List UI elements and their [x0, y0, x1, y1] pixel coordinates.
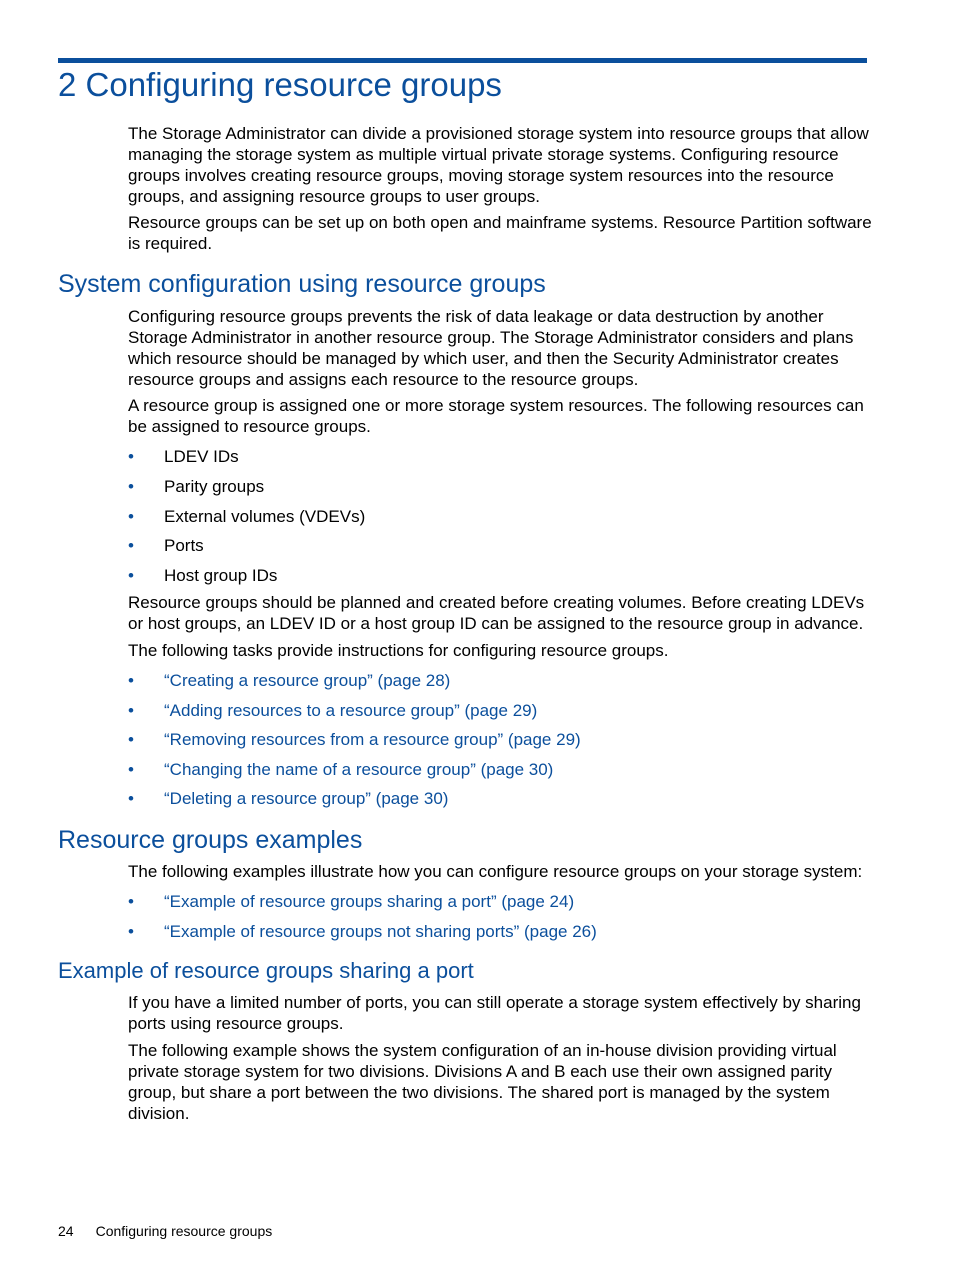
- intro-paragraph-1: The Storage Administrator can divide a provisioned storage system into resource groups that allow managing the storage system as multiple virtual private storage systems. Configuring resource groups involves creating resource groups, moving storage system resources into the resource groups, and assigning resource groups to user groups.: [128, 124, 869, 206]
- link-example-sharing-port[interactable]: “Example of resource groups sharing a port” (page 24): [164, 892, 575, 911]
- link-deleting-resource-group[interactable]: “Deleting a resource group” (page 30): [164, 789, 449, 808]
- list-item: [128, 670, 581, 700]
- section3-paragraph-1: If you have a limited number of ports, you can still operate a storage system effectively by sharing ports using resource groups.: [128, 993, 861, 1033]
- bullet-icon: •: [128, 789, 134, 808]
- list-item: [128, 788, 581, 814]
- bullet-icon: •: [128, 701, 134, 720]
- bullet-icon: •: [128, 447, 134, 466]
- footer-chapter-title: Configuring resource groups: [95, 1223, 273, 1239]
- bullet-icon: •: [128, 507, 134, 526]
- section3-paragraph-2: The following example shows the system configuration of an in-house division providing virtual private storage system for two divisions. Divisions A and B each use their own assigned parity group, but share a port between the two divisions. The shared port is managed by the system division.: [128, 1041, 837, 1123]
- bullet-icon: •: [128, 477, 134, 496]
- task-link-list: [128, 670, 581, 814]
- link-example-not-sharing-ports[interactable]: “Example of resource groups not sharing ports” (page 26): [164, 922, 597, 941]
- list-item: [128, 700, 581, 729]
- bullet-icon: •: [128, 671, 134, 690]
- section1-paragraph-2: A resource group is assigned one or more storage system resources. The following resources can be assigned to resource groups.: [128, 396, 864, 436]
- list-item: • External volumes (VDEVs): [128, 507, 366, 526]
- bullet-icon: •: [128, 760, 134, 779]
- section2-paragraph-1: The following examples illustrate how you can configure resource groups on your storage system:: [128, 862, 863, 881]
- link-adding-resources[interactable]: “Adding resources to a resource group” (page 29): [164, 701, 538, 720]
- section-heading-resource-groups-examples: Resource groups examples: [58, 826, 363, 854]
- subsection-heading-sharing-port: Example of resource groups sharing a port: [58, 958, 474, 983]
- section1-paragraph-3: Resource groups should be planned and created before creating volumes. Before creating LDEVs or host groups, an LDEV ID or a host group ID can be assigned to the resource group in advance.: [128, 593, 865, 633]
- bullet-icon: •: [128, 892, 134, 911]
- link-creating-resource-group[interactable]: “Creating a resource group” (page 28): [164, 671, 451, 690]
- section1-paragraph-4: The following tasks provide instructions for configuring resource groups.: [128, 641, 669, 660]
- bullet-icon: •: [128, 922, 134, 941]
- link-changing-name[interactable]: “Changing the name of a resource group” (page 30): [164, 760, 554, 779]
- bullet-icon: •: [128, 566, 134, 585]
- list-item: [128, 729, 581, 759]
- list-item: • Parity groups: [128, 477, 265, 496]
- list-item: • LDEV IDs: [128, 447, 239, 466]
- resource-list: [128, 446, 365, 591]
- bullet-icon: •: [128, 536, 134, 555]
- list-item: • Host group IDs: [128, 566, 278, 585]
- list-item: [128, 759, 581, 788]
- page-number: 24: [58, 1223, 74, 1239]
- page-footer: [58, 1223, 272, 1239]
- link-removing-resources[interactable]: “Removing resources from a resource group” (page 29): [164, 730, 581, 749]
- list-item: • Ports: [128, 536, 204, 555]
- section1-paragraph-1: Configuring resource groups prevents the risk of data leakage or data destruction by another Storage Administrator in another resource group. The Storage Administrator considers and plans which resource should be managed by which user, and then the Security Administrator creates resource groups and assigns each resource to the resource groups.: [128, 307, 854, 389]
- intro-paragraph-2: Resource groups can be set up on both open and mainframe systems. Resource Partition software is required.: [128, 213, 872, 253]
- example-link-list: [128, 891, 597, 947]
- list-item: [128, 891, 597, 921]
- bullet-icon: •: [128, 730, 134, 749]
- chapter-title: 2 Configuring resource groups: [58, 66, 502, 103]
- section-heading-system-configuration: System configuration using resource groups: [58, 270, 546, 298]
- chapter-rule: [58, 58, 867, 63]
- list-item: [128, 921, 597, 947]
